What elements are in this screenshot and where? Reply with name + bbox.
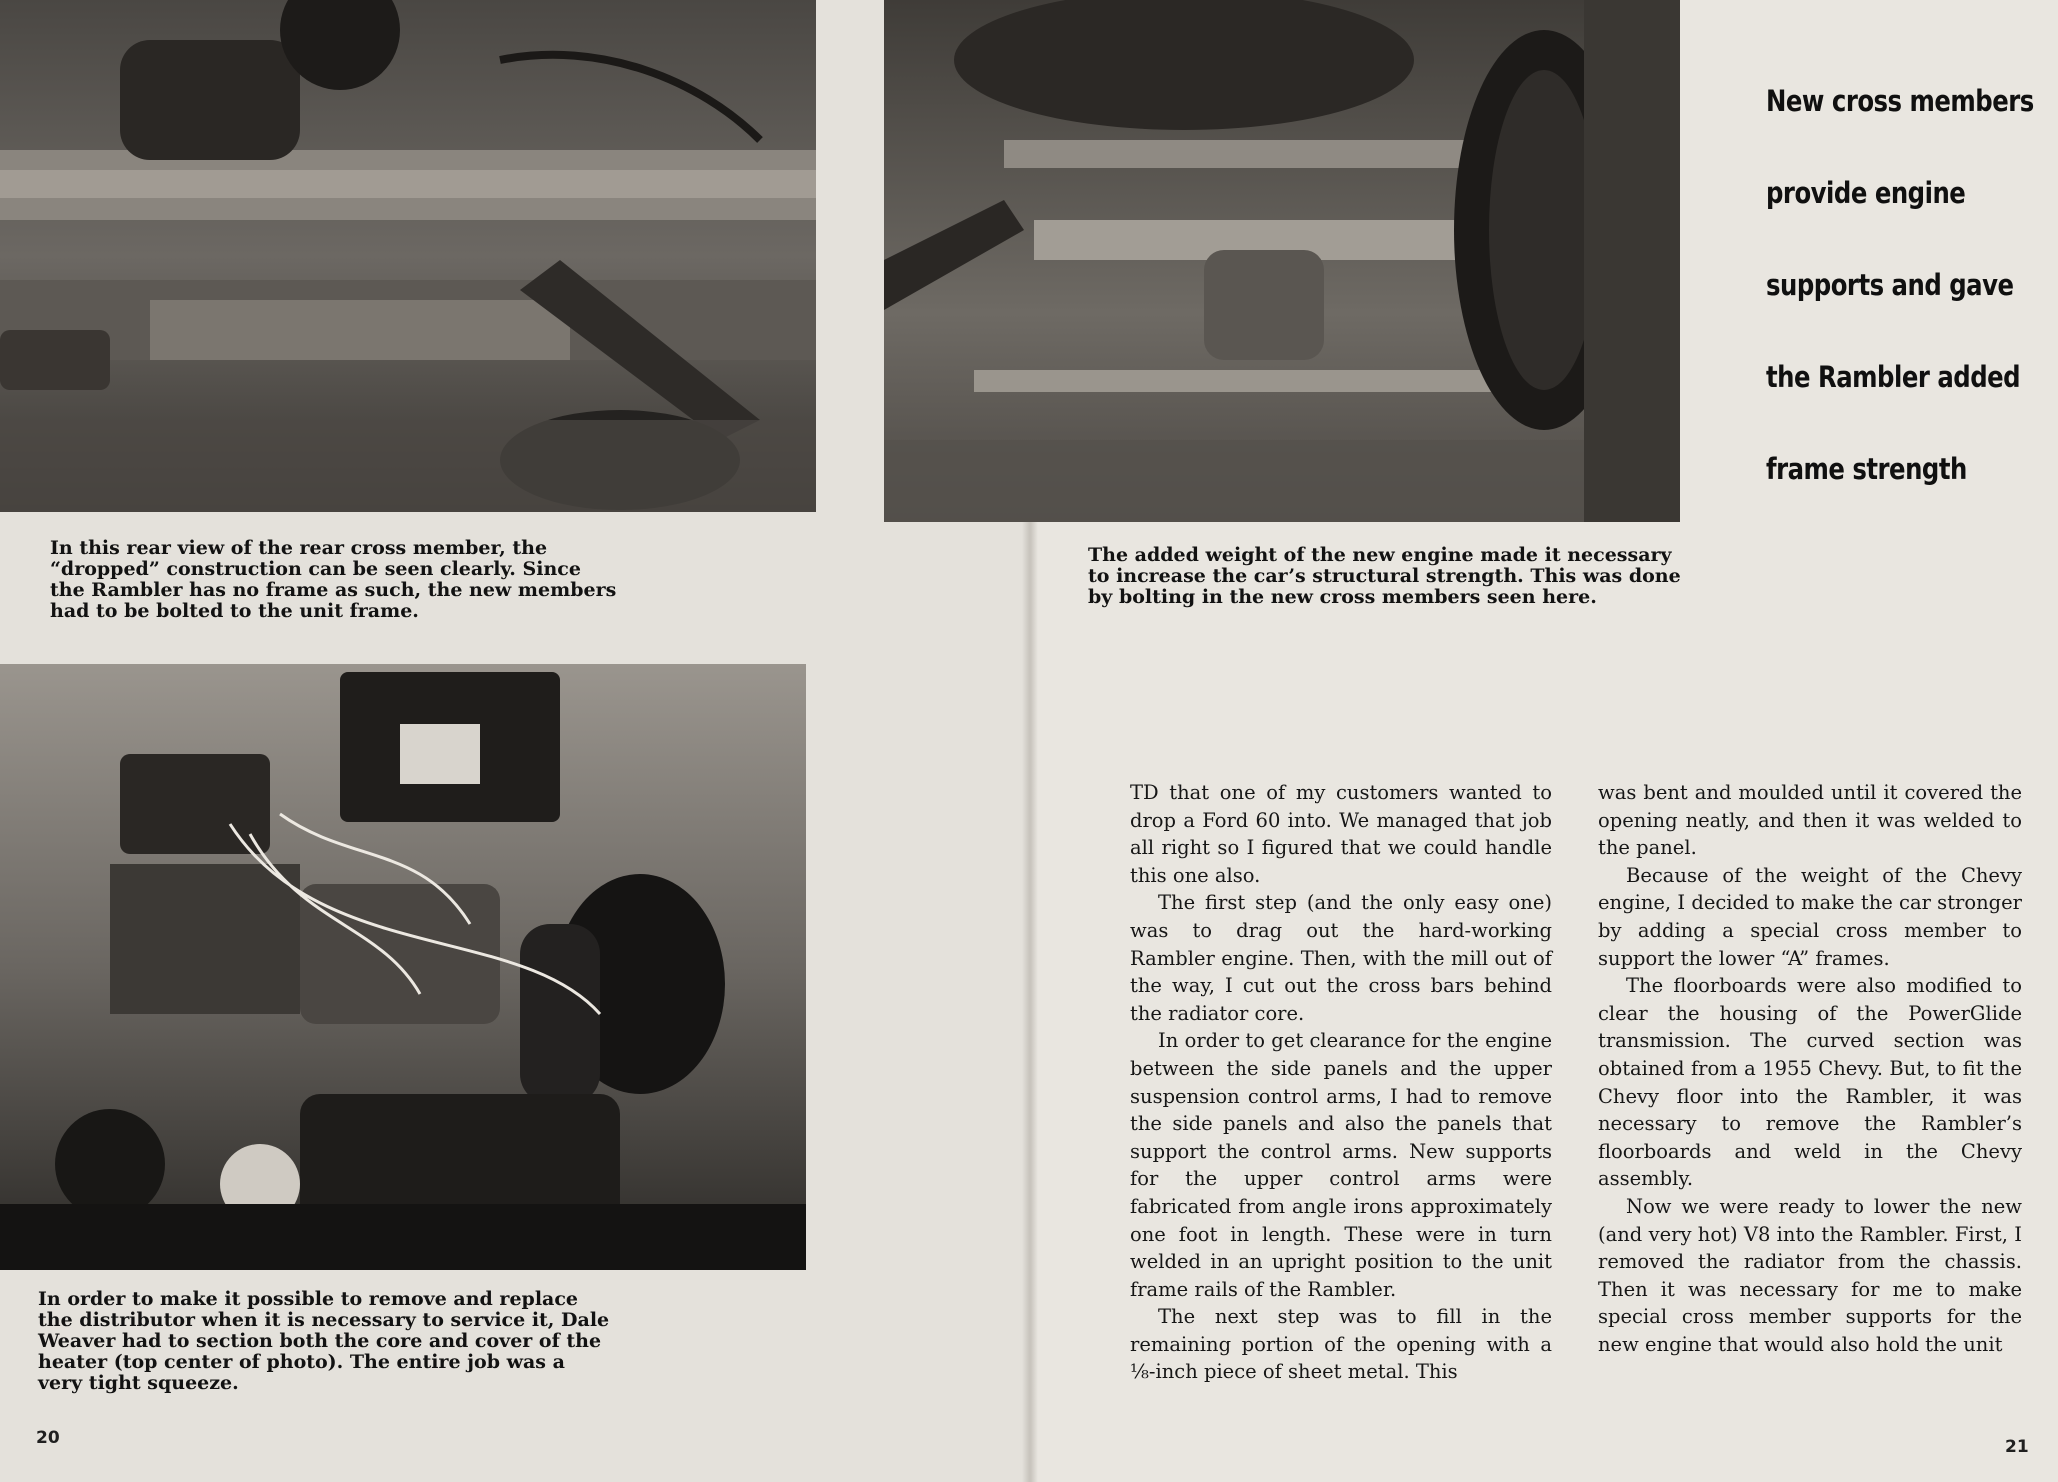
headline-line: the Rambler added: [1766, 360, 2021, 394]
body-paragraph: The first step (and the only easy one) was to drag out the hard-working Rambler engine. Then, with the mill out of the way, I cut out the cross bars behind the radiator core.: [1130, 891, 1552, 1025]
body-paragraph: was bent and moulded until it covered the opening neatly, and then it was welded to the panel.: [1598, 781, 2022, 860]
body-column-2: [1598, 779, 2022, 1358]
distributor-caption: In order to make it possible to remove and replace the distributor when it is necessary to service it, Dale Weaver had to section both the core and cover of the heater (top center of photo). The entire job was a very tight squeeze.: [38, 1288, 610, 1394]
right-page-number: 21: [2005, 1437, 2029, 1457]
body-paragraph: In order to get clearance for the engine between the side panels and the upper suspension control arms, I had to remove the side panels and also the panels that support the control arms. New supports for the upper control arms were fabricated from angle irons approximately one foot in length. These were in turn welded in an upright position to the unit frame rails of the Rambler.: [1130, 1029, 1552, 1301]
headline: [1766, 78, 2034, 538]
rear-cross-member-caption: In this rear view of the rear cross member, the “dropped” construction can be seen clearly. Since the Rambler has no frame as such, the new members had to be bolted to the unit frame.: [50, 537, 617, 622]
body-paragraph: The floorboards were also modified to clear the housing of the PowerGlide transmission. The curved section was obtained from a 1955 Chevy. But, to fit the Chevy floor into the Rambler, it was necessary to remove the Rambler’s floorboards and weld in the Chevy assembly.: [1598, 974, 2022, 1191]
engine-bay-photo: [0, 664, 806, 1270]
body-paragraph: Now we were ready to lower the new (and very hot) V8 into the Rambler. First, I removed the radiator from the chassis. Then it was necessary for me to make special cross member supports for the new engine that would also hold the unit: [1598, 1194, 2022, 1356]
body-paragraph: Because of the weight of the Chevy engine, I decided to make the car stronger by adding a special cross member to support the lower “A” frames.: [1598, 863, 2022, 970]
body-paragraph: The next step was to fill in the remaining portion of the opening with a ⅛-inch piece of sheet metal. This: [1130, 1305, 1552, 1384]
rear-cross-member-photo: [0, 0, 816, 512]
headline-line: New cross members: [1766, 84, 2034, 118]
body-column-1: [1130, 779, 1552, 1386]
headline-line: frame strength: [1766, 452, 1967, 486]
cross-members-photo: [884, 0, 1680, 522]
headline-line: supports and gave: [1766, 268, 2014, 302]
body-paragraph: TD that one of my customers wanted to drop a Ford 60 into. We managed that job all right so I figured that we could handle this one also.: [1130, 781, 1552, 887]
headline-line: provide engine: [1766, 176, 1966, 210]
left-page-number: 20: [36, 1428, 60, 1448]
added-weight-caption: The added weight of the new engine made it necessary to increase the car’s structural strength. This was done by bolting in the new cross members seen here.: [1088, 544, 1681, 608]
